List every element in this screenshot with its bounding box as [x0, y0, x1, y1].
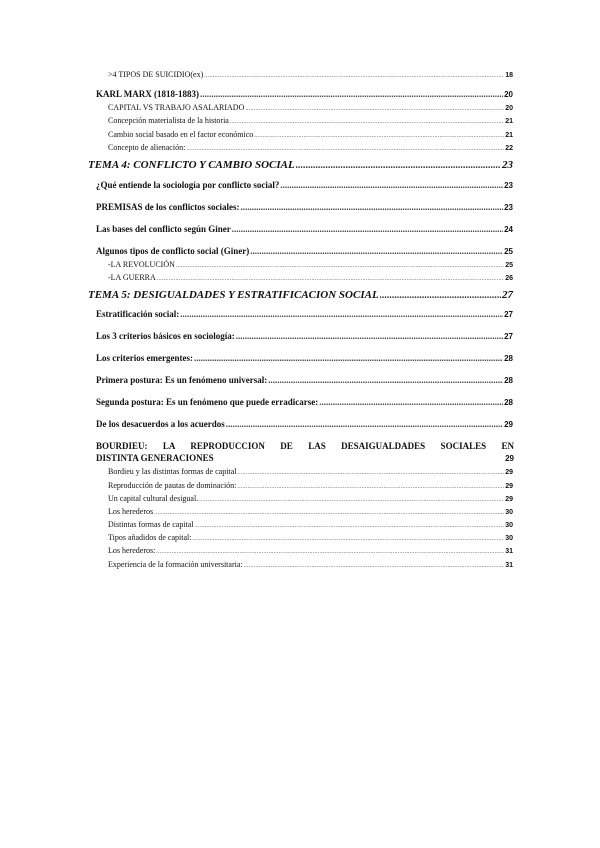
- dot-leader: [254, 131, 504, 141]
- toc-entry[interactable]: [88, 507, 514, 518]
- toc-entry-title: Concepción materialista de la historia: [108, 116, 229, 126]
- toc-entry[interactable]: [88, 130, 514, 141]
- toc-entry-title: Los criterios emergentes:: [96, 353, 193, 364]
- toc-page-number: 20: [504, 90, 513, 99]
- dot-leader: [296, 159, 501, 173]
- toc-page-number: 27: [502, 289, 513, 302]
- toc-entry-title: >4 TIPOS DE SUICIDIO(ex): [108, 70, 204, 79]
- toc-page-number: 30: [505, 508, 513, 516]
- toc-entry[interactable]: [88, 560, 514, 571]
- toc-page-number: 29: [505, 495, 513, 503]
- toc-entry[interactable]: [88, 481, 514, 492]
- toc-entry-title: -LA GUERRA: [108, 273, 156, 283]
- toc-entry[interactable]: [88, 70, 514, 81]
- toc-entry-title: BOURDIEU: LA REPRODUCCION DE LAS DESAIGUALDADES SOCIALES EN: [96, 441, 514, 452]
- toc-entry[interactable]: [88, 201, 514, 214]
- toc-entry[interactable]: [88, 88, 514, 101]
- dot-leader: [250, 245, 503, 257]
- toc-page-number: 23: [504, 180, 513, 190]
- toc-page-number: 29: [505, 482, 513, 490]
- toc-entry[interactable]: [88, 143, 514, 154]
- dot-leader: [236, 330, 503, 342]
- toc-entry[interactable]: [88, 546, 514, 557]
- toc-entry[interactable]: [88, 520, 514, 531]
- toc-page-number: 28: [504, 376, 513, 386]
- toc-page-number: 23: [502, 158, 513, 171]
- toc-entry[interactable]: [88, 494, 514, 505]
- toc-page-number: 30: [505, 522, 513, 530]
- toc-entry-title: Cambio social basado en el factor económico: [108, 129, 254, 139]
- toc-entry-title: Las bases del conflicto según Giner: [96, 223, 231, 234]
- toc-entry[interactable]: [88, 396, 514, 409]
- dot-leader: [244, 561, 505, 571]
- dot-leader: [180, 308, 503, 320]
- toc-entry[interactable]: [88, 330, 514, 343]
- toc-entry[interactable]: [88, 418, 514, 431]
- toc-page-number: 25: [504, 246, 513, 256]
- dot-leader: [176, 261, 504, 271]
- toc-entry[interactable]: [88, 352, 514, 365]
- table-of-contents: [88, 70, 514, 571]
- toc-page-number: 31: [505, 548, 513, 556]
- toc-entry-title: Reproducción de pautas de dominación:: [108, 480, 237, 490]
- dot-leader: [237, 482, 504, 492]
- toc-entry[interactable]: [88, 374, 514, 387]
- toc-page-number: 27: [504, 332, 513, 342]
- dot-leader: [194, 352, 503, 364]
- toc-entry[interactable]: [88, 308, 514, 321]
- toc-entry-title: TEMA 4: CONFLICTO Y CAMBIO SOCIAL: [88, 158, 295, 171]
- dot-leader: [237, 468, 504, 478]
- dot-leader: [226, 418, 503, 430]
- toc-entry-title: Concepto de alienación:: [108, 142, 186, 152]
- toc-page-number: 21: [505, 118, 513, 126]
- dot-leader: [241, 201, 504, 213]
- dot-leader: [192, 534, 504, 544]
- dot-leader: [245, 104, 504, 114]
- dot-leader: [280, 179, 503, 191]
- toc-entry-title: Experiencia de la formación universitaria:: [108, 559, 243, 569]
- toc-entry-title: Los 3 criterios básicos en sociología:: [96, 331, 235, 342]
- toc-entry-title: Los herederos: [108, 506, 154, 516]
- dot-leader: [186, 144, 504, 154]
- toc-entry-title: KARL MARX (1818-1883): [96, 89, 199, 99]
- toc-entry-title: Distintas formas de capital: [108, 520, 194, 530]
- toc-page-number: 29: [504, 420, 513, 430]
- toc-entry[interactable]: [88, 245, 514, 258]
- toc-entry-title: TEMA 5: DESIGUALDADES Y ESTRATIFICACION SOCIAL: [88, 289, 379, 302]
- toc-entry[interactable]: [88, 273, 514, 284]
- dot-leader: [232, 223, 503, 235]
- dot-leader: [199, 495, 504, 505]
- toc-entry-title: Algunos tipos de conflicto social (Giner): [96, 245, 250, 256]
- toc-entry[interactable]: [88, 116, 514, 127]
- dot-leader: [195, 521, 505, 531]
- toc-entry-title: CAPITAL VS TRABAJO ASALARIADO: [108, 103, 245, 113]
- toc-entry-title-continued: DISTINTA GENERACIONES: [96, 453, 214, 464]
- dot-leader: [156, 547, 504, 557]
- toc-entry-title: Estratificación social:: [96, 309, 180, 320]
- dot-leader: [200, 88, 503, 100]
- toc-page-number: 29: [505, 454, 514, 464]
- toc-entry[interactable]: [88, 179, 514, 192]
- dot-leader: [268, 374, 503, 386]
- toc-page-number: 23: [504, 202, 513, 212]
- toc-entry-title: Un capital cultural desigual.: [108, 493, 199, 503]
- toc-entry[interactable]: [88, 288, 514, 303]
- dot-leader: [380, 289, 501, 303]
- toc-page-number: 20: [505, 105, 513, 113]
- toc-entry[interactable]: [88, 158, 514, 173]
- dot-leader: [319, 396, 503, 408]
- toc-page-number: 30: [505, 535, 513, 543]
- toc-entry-title: Segunda postura: Es un fenómeno que puede erradicarse:: [96, 397, 319, 408]
- dot-leader: [157, 274, 504, 284]
- toc-page-number: 25: [505, 261, 513, 269]
- toc-entry[interactable]: [88, 223, 514, 236]
- dot-leader: [154, 508, 504, 518]
- toc-page-number: 24: [504, 224, 513, 234]
- toc-page-number: 21: [505, 131, 513, 139]
- toc-entry-title: Primera postura: Es un fenómeno universal:: [96, 375, 268, 386]
- toc-page-number: 18: [505, 72, 513, 79]
- toc-entry-title: -LA REVOLUCIÓN: [108, 259, 175, 269]
- toc-entry[interactable]: [88, 260, 514, 271]
- dot-leader: [204, 71, 504, 81]
- toc-page-number: 27: [504, 310, 513, 320]
- toc-page-number: 28: [504, 354, 513, 364]
- toc-entry[interactable]: [88, 533, 514, 544]
- toc-entry[interactable]: [88, 467, 514, 478]
- toc-page-number: 28: [504, 398, 513, 408]
- toc-page-number: 26: [505, 275, 513, 283]
- toc-entry-title: Tipos añadidos de capital:: [108, 533, 192, 543]
- toc-entry-title: De los desacuerdos a los acuerdos: [96, 419, 225, 430]
- toc-entry[interactable]: [88, 103, 514, 114]
- toc-page-number: 31: [505, 561, 513, 569]
- toc-page-number: 29: [505, 469, 513, 477]
- toc-entry-title: Bordieu y las distintas formas de capital: [108, 467, 237, 477]
- dot-leader: [230, 117, 504, 127]
- toc-entry-title: PREMISAS de los conflictos sociales:: [96, 201, 240, 212]
- toc-page-number: 22: [505, 144, 513, 152]
- toc-entry[interactable]: [88, 440, 514, 465]
- toc-entry-title: ¿Qué entiende la sociología por conflicto social?: [96, 179, 280, 190]
- toc-entry-title: Los herederos:: [108, 546, 156, 556]
